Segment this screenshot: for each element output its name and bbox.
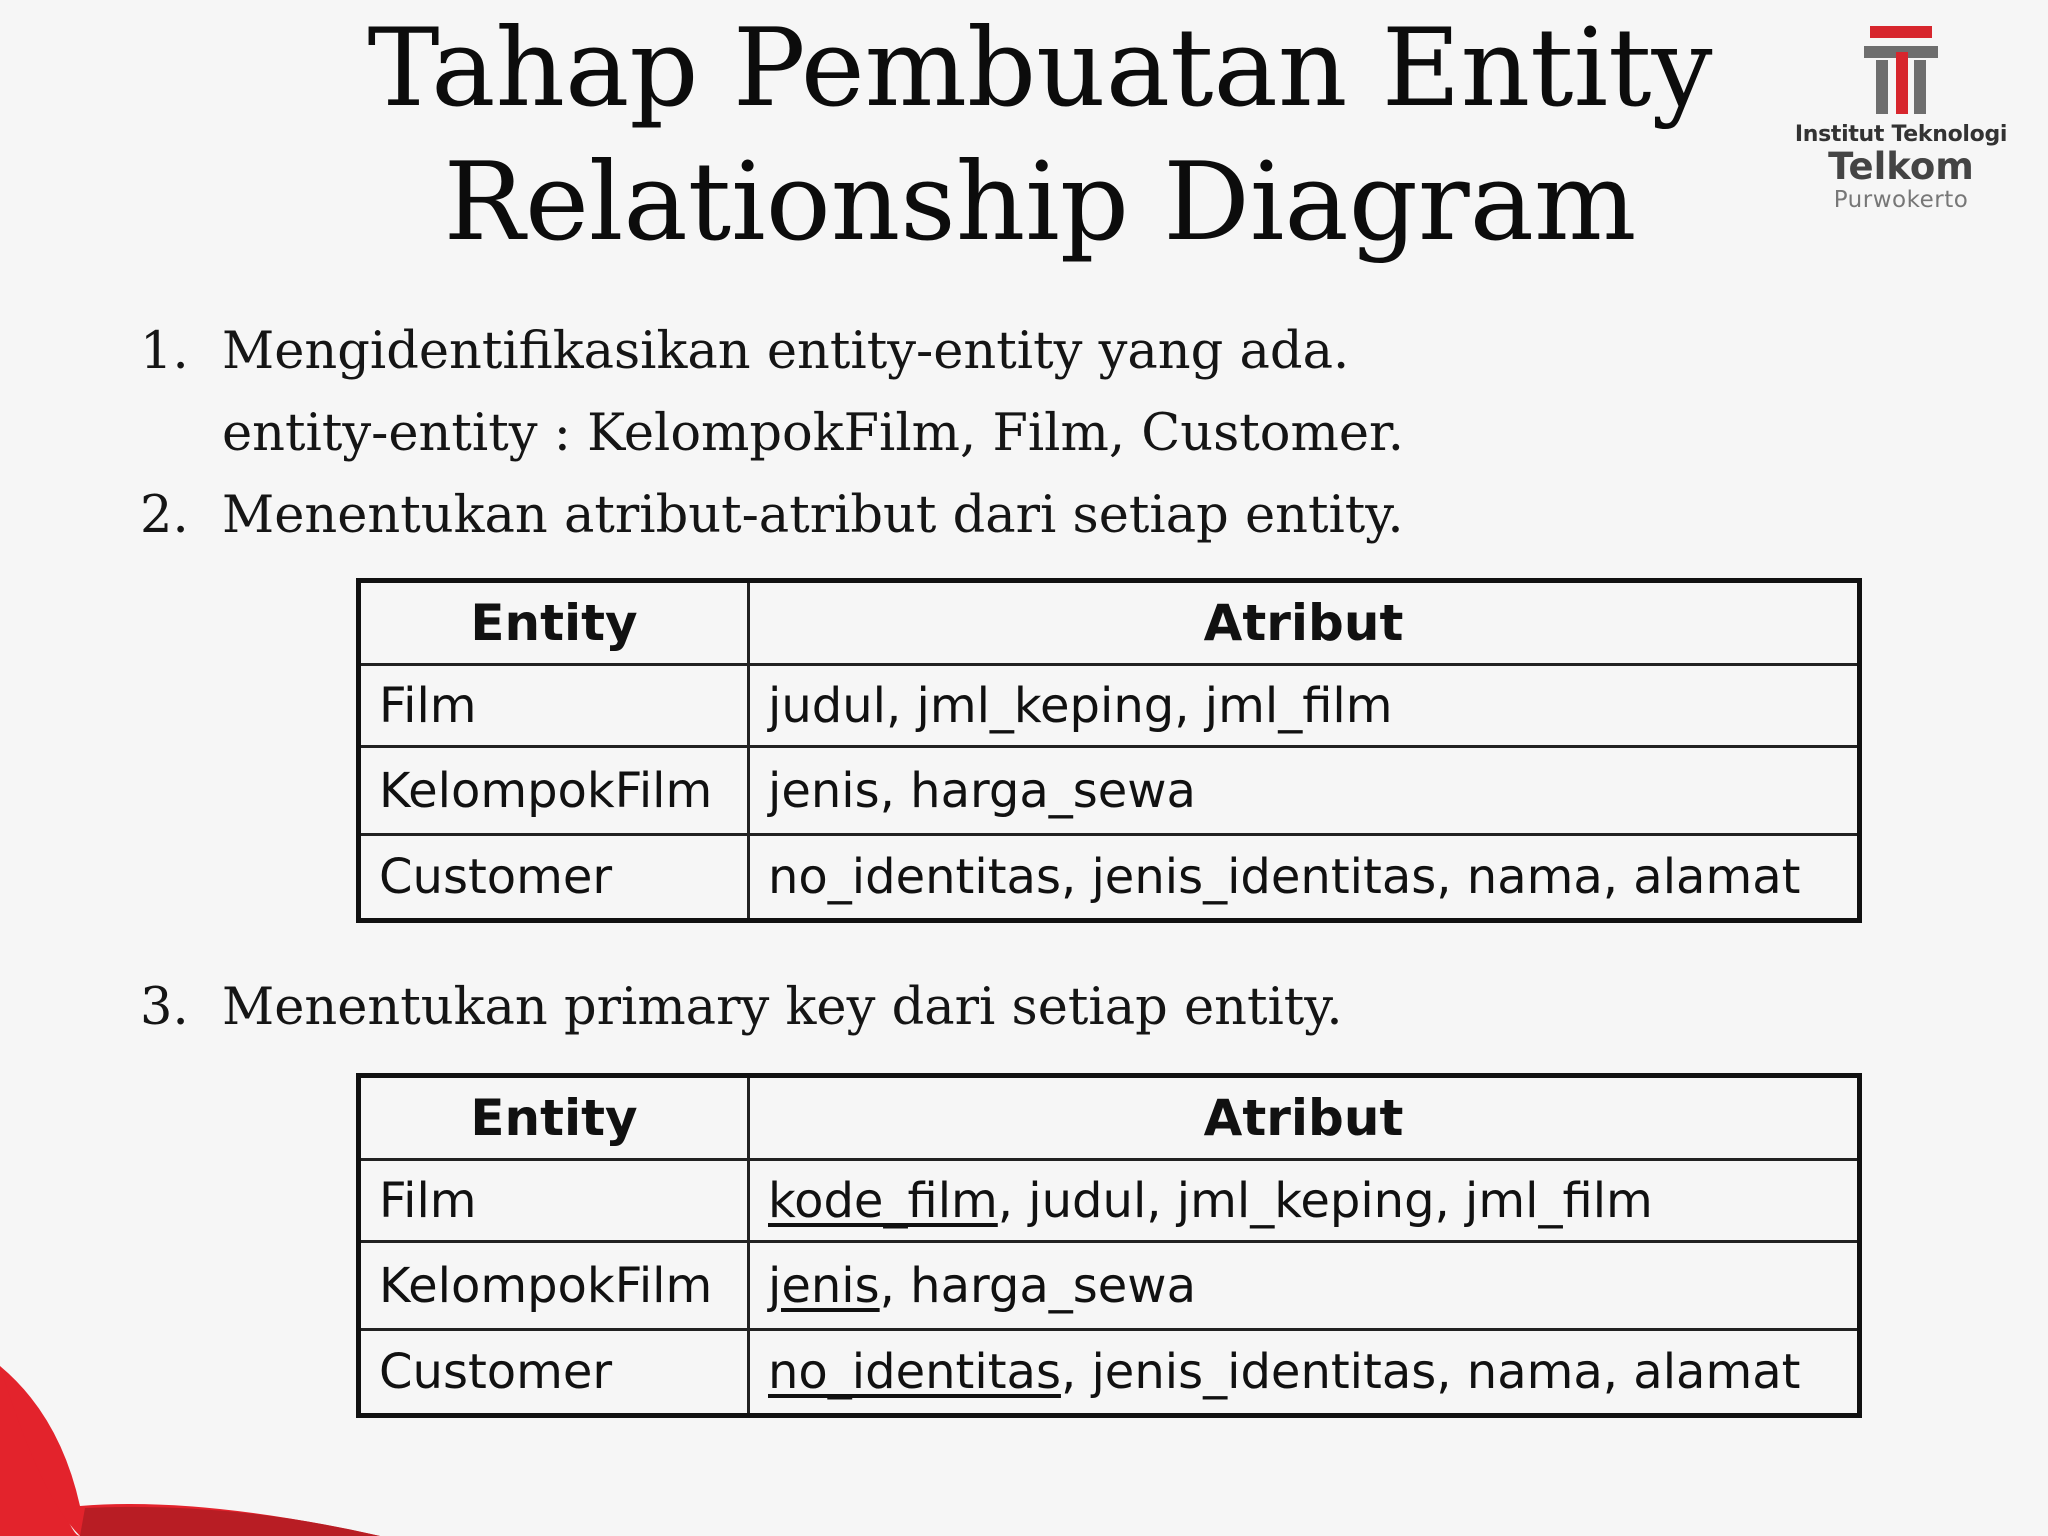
title-line-1: Tahap Pembuatan Entity — [367, 6, 1713, 131]
header-atribut: Atribut — [749, 581, 1860, 665]
cell-attributes: judul, jml_keping, jml_film — [749, 665, 1860, 747]
table-header-row — [359, 1076, 1860, 1160]
cell-entity: Customer — [359, 1330, 749, 1416]
other-attributes: , jenis_identitas, nama, alamat — [1060, 1344, 1801, 1400]
cell-entity: Film — [359, 665, 749, 747]
other-attributes: , harga_sewa — [879, 1257, 1196, 1314]
step-text: Menentukan primary key dari setiap entity. — [222, 978, 1343, 1037]
cell-attributes — [749, 1160, 1860, 1242]
telkom-logo — [1788, 26, 2014, 213]
logo-text-purwokerto: Purwokerto — [1833, 187, 1969, 213]
cell-entity: Customer — [359, 835, 749, 921]
primary-key: jenis — [768, 1257, 880, 1314]
cell-entity: Film — [359, 1160, 749, 1242]
cell-attributes: jenis, harga_sewa — [749, 747, 1860, 835]
table-row — [359, 835, 1860, 921]
slide-title — [300, 2, 1780, 270]
primary-key-table — [356, 1073, 1862, 1418]
table-row — [359, 747, 1860, 835]
cell-attributes: no_identitas, jenis_identitas, nama, alamat — [749, 835, 1860, 921]
primary-key: no_identitas — [768, 1344, 1061, 1400]
cell-entity: KelompokFilm — [359, 1242, 749, 1330]
header-entity: Entity — [359, 581, 749, 665]
step-number: 1. — [140, 322, 189, 381]
cell-entity: KelompokFilm — [359, 747, 749, 835]
header-atribut: Atribut — [749, 1076, 1860, 1160]
step-text: Menentukan atribut-atribut dari setiap entity. — [222, 486, 1404, 545]
table-header-row — [359, 581, 1860, 665]
table-row — [359, 1160, 1860, 1242]
table-row — [359, 1242, 1860, 1330]
logo-text-telkom: Telkom — [1828, 145, 1974, 188]
step-text: Mengidentifikasikan entity-entity yang ada. — [222, 322, 1350, 381]
table-row — [359, 665, 1860, 747]
table-row — [359, 1330, 1860, 1416]
step-number: 3. — [140, 978, 189, 1037]
other-attributes: , judul, jml_keping, jml_film — [997, 1172, 1653, 1229]
logo-text-institut: Institut Teknologi — [1794, 122, 2008, 147]
attributes-table — [356, 578, 1862, 923]
primary-key: kode_film — [768, 1172, 998, 1229]
cell-attributes — [749, 1242, 1860, 1330]
step-detail-text: entity-entity : KelompokFilm, Film, Customer. — [222, 404, 1405, 463]
step-number: 2. — [140, 486, 189, 545]
telkom-emblem-icon — [1864, 26, 1938, 114]
cell-attributes — [749, 1330, 1860, 1416]
header-entity: Entity — [359, 1076, 749, 1160]
title-line-2: Relationship Diagram — [443, 140, 1637, 265]
